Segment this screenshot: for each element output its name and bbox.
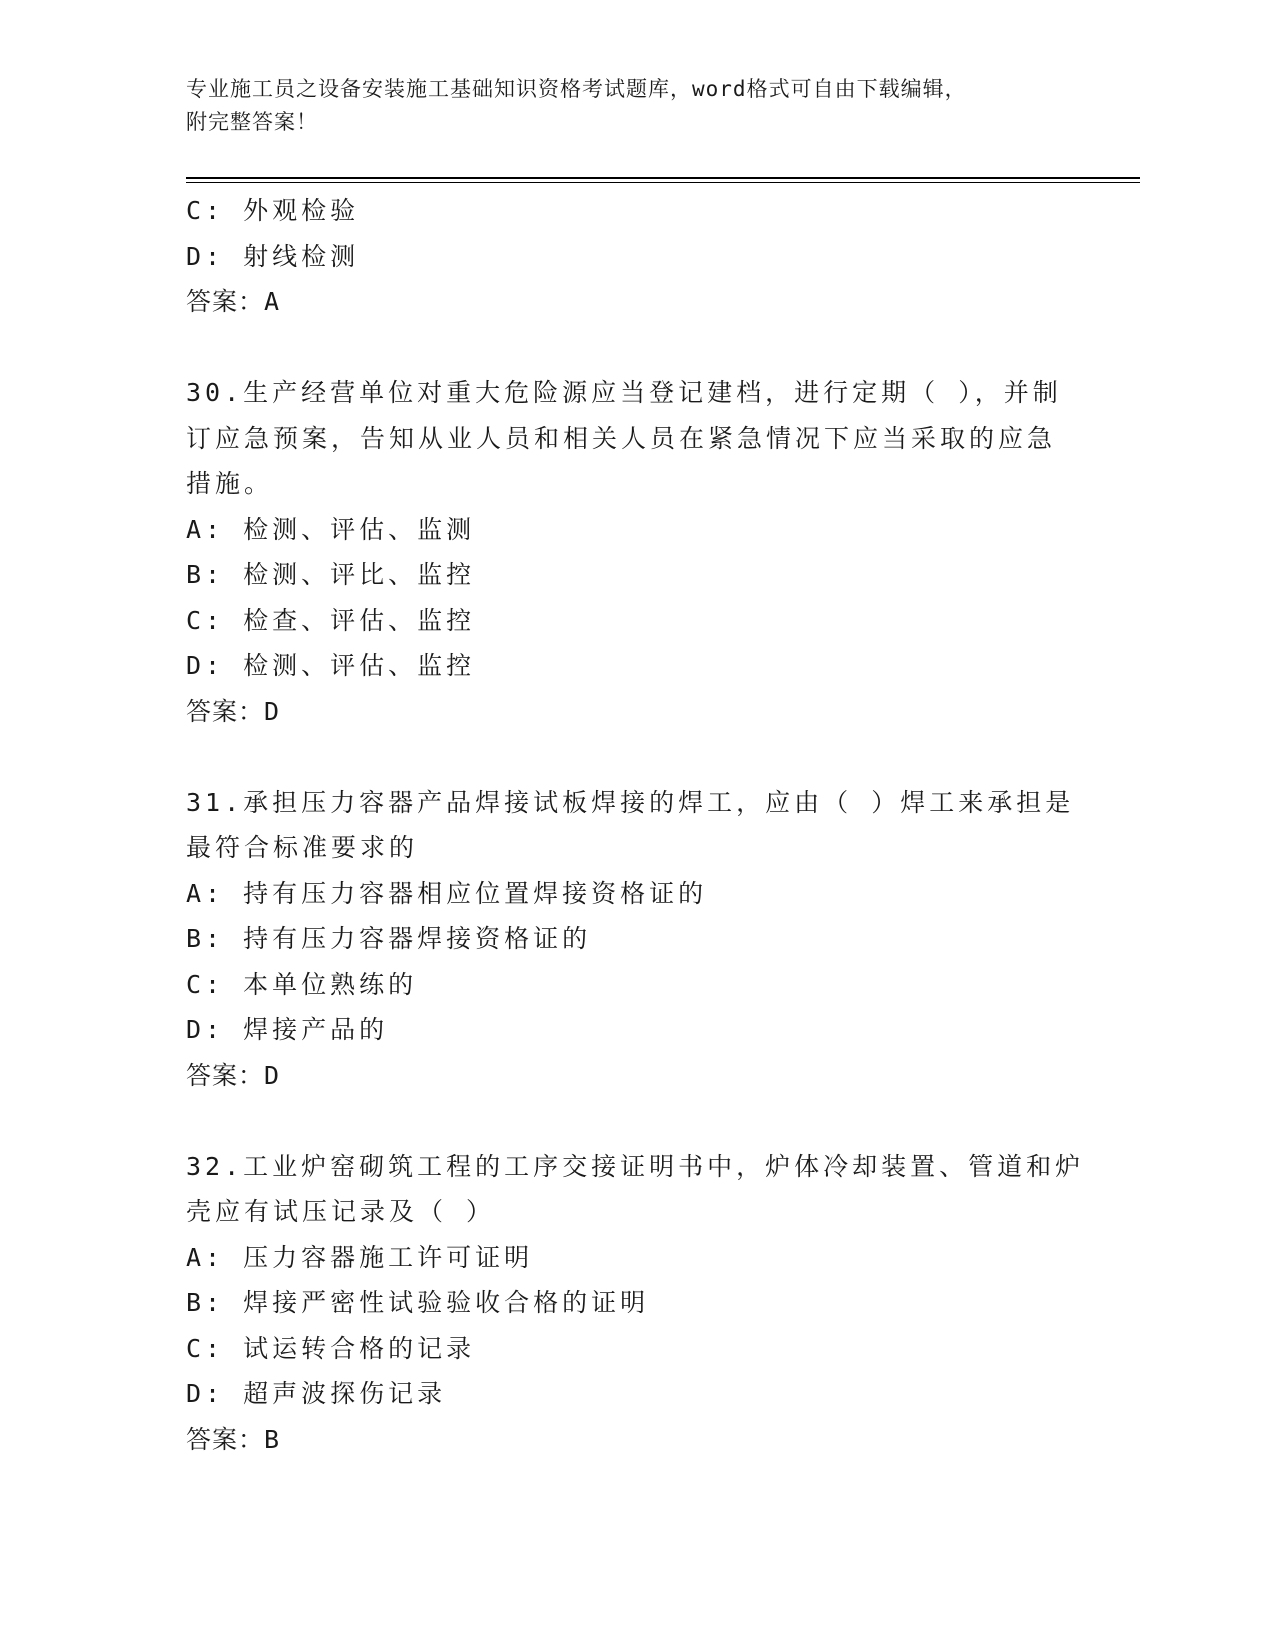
header-divider-thick (186, 177, 1140, 179)
option-b (186, 916, 1086, 962)
option-text: 检查、评估、监控 (243, 605, 476, 635)
spacer (186, 325, 1086, 371)
option-c (186, 598, 1086, 644)
question-text-line: 最符合标准要求的 (186, 833, 419, 862)
option-text: 焊接产品的 (243, 1015, 389, 1044)
header-divider-thin (186, 182, 1140, 183)
answer-line: 答案：D (186, 1060, 281, 1090)
option-label: A: (186, 878, 225, 908)
option-label: C: (186, 1333, 225, 1363)
option-b (186, 552, 1086, 598)
option-label: B: (186, 560, 225, 589)
answer-line: 答案：B (186, 1424, 281, 1454)
option-c (186, 188, 1086, 234)
question-content (186, 188, 1086, 1462)
spacer (186, 734, 1086, 780)
option-text: 射线检测 (243, 241, 360, 271)
option-b (186, 1280, 1086, 1326)
option-text: 超声波探伤记录 (243, 1379, 447, 1408)
option-text: 持有压力容器相应位置焊接资格证的 (243, 878, 708, 908)
option-label: D: (186, 651, 225, 680)
document-header (186, 73, 1066, 139)
question-text-line: 壳应有试压记录及（ ） (186, 1197, 496, 1226)
option-d (186, 234, 1086, 280)
option-d (186, 643, 1086, 689)
option-label: D: (186, 1379, 225, 1408)
option-label: B: (186, 1288, 225, 1317)
option-label: B: (186, 924, 225, 953)
option-label: D: (186, 1015, 225, 1044)
option-label: A: (186, 514, 225, 544)
option-text: 本单位熟练的 (243, 969, 418, 999)
option-a (186, 507, 1086, 553)
option-a (186, 871, 1086, 917)
question-32 (186, 1144, 1086, 1463)
option-text: 检测、评估、监控 (243, 651, 476, 680)
option-d (186, 1007, 1086, 1053)
header-line-1: 专业施工员之设备安装施工基础知识资格考试题库，word格式可自由下载编辑， (186, 77, 967, 101)
answer-line: 答案：A (186, 287, 281, 316)
option-text: 外观检验 (243, 196, 360, 225)
header-line-2: 附完整答案！ (186, 110, 318, 134)
option-label: D: (186, 241, 225, 271)
spacer (186, 1098, 1086, 1144)
option-d (186, 1371, 1086, 1417)
option-label: A: (186, 1242, 225, 1272)
answer-line: 答案：D (186, 696, 281, 726)
option-label: C: (186, 605, 225, 635)
option-text: 检测、评估、监测 (243, 514, 476, 544)
option-a (186, 1235, 1086, 1281)
option-label: C: (186, 969, 225, 999)
option-text: 检测、评比、监控 (243, 560, 476, 589)
question-text-line: 32.工业炉窑砌筑工程的工序交接证明书中，炉体冷却装置、管道和炉 (186, 1151, 1085, 1181)
option-c (186, 1326, 1086, 1372)
option-text: 焊接严密性试验验收合格的证明 (243, 1288, 650, 1317)
option-text: 压力容器施工许可证明 (243, 1242, 534, 1272)
option-text: 持有压力容器焊接资格证的 (243, 924, 592, 953)
option-text: 试运转合格的记录 (243, 1333, 476, 1363)
prev-question (186, 188, 1086, 325)
question-text-line: 措施。 (186, 469, 274, 498)
question-31 (186, 780, 1086, 1099)
option-c (186, 962, 1086, 1008)
question-text-line: 订应急预案，告知从业人员和相关人员在紧急情况下应当采取的应急 (186, 423, 1057, 453)
question-text-line: 31.承担压力容器产品焊接试板焊接的焊工，应由（ ）焊工来承担是 (186, 787, 1075, 817)
option-label: C: (186, 196, 225, 225)
question-30 (186, 370, 1086, 734)
question-text-line: 30.生产经营单位对重大危险源应当登记建档，进行定期（ ），并制 (186, 378, 1062, 407)
